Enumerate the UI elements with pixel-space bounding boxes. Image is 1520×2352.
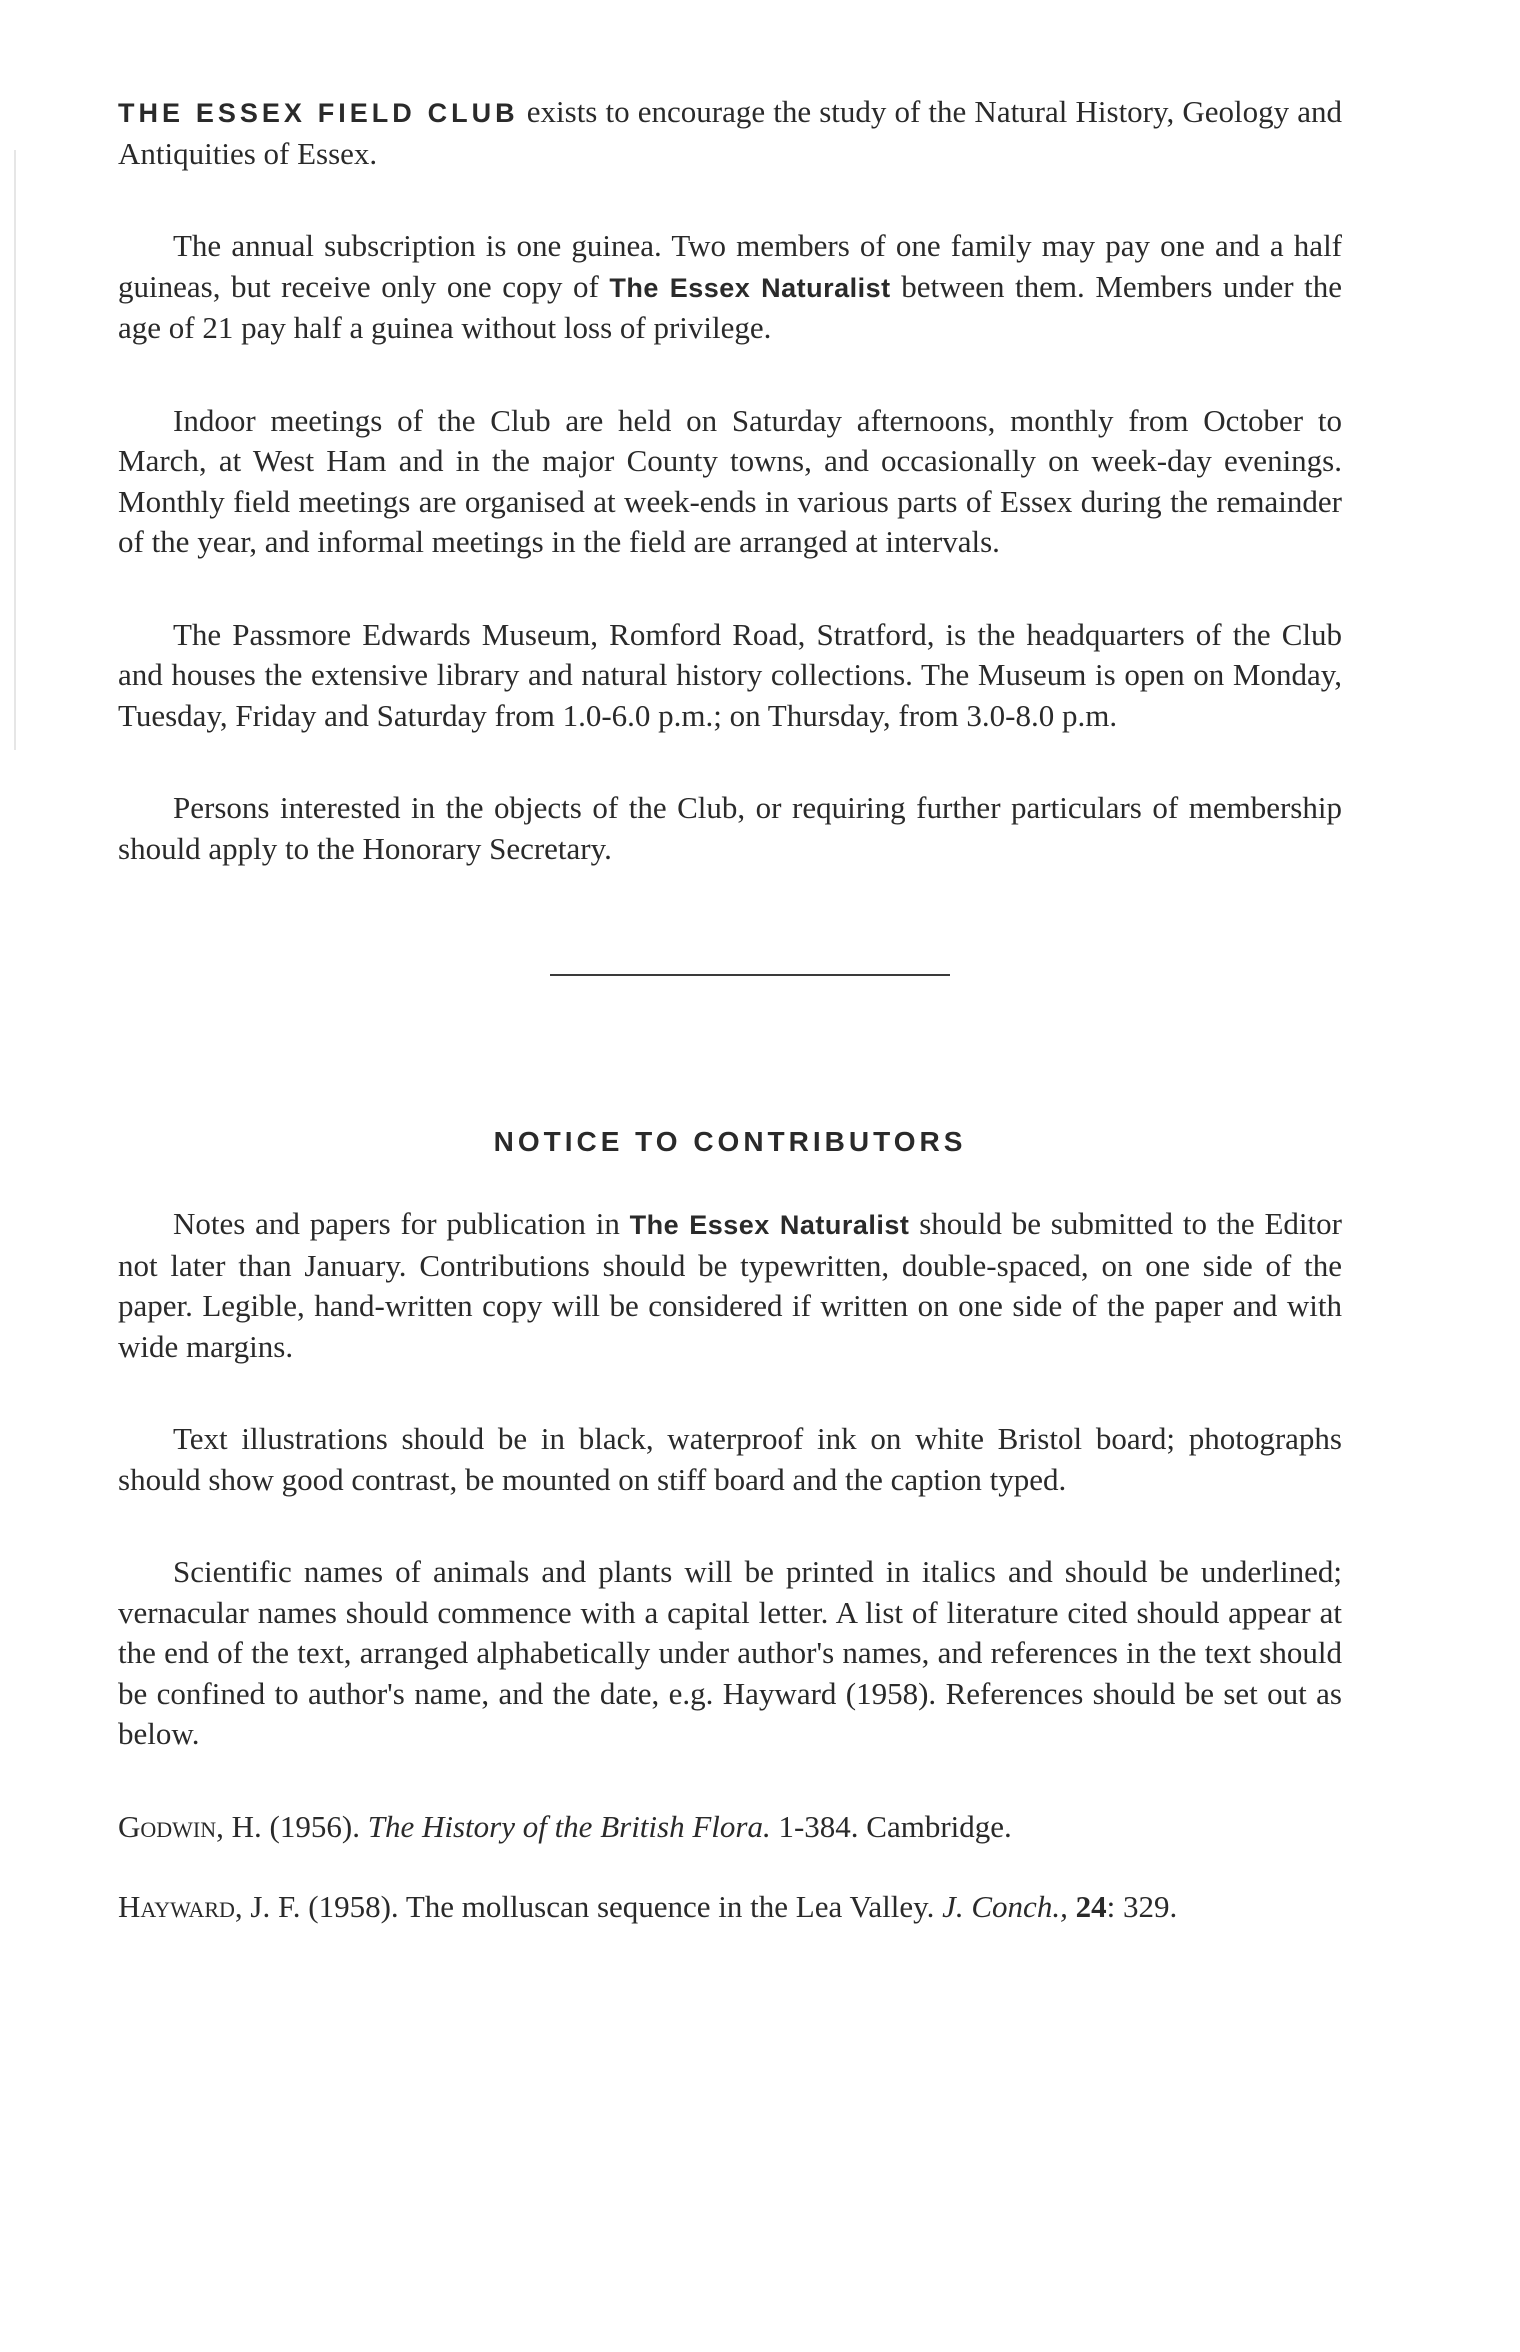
submission-text-b: should be submitted to the Editor not later than January. Contributions should be typewritten, double-spaced, on one side of the paper. Legible, hand-written copy will be considered if written on one side of the paper and with wide margins. <box>118 1206 1342 1364</box>
scientific-names-paragraph: Scientific names of animals and plants will be printed in italics and should be underlined; vernacular names should commence with a capital letter. A list of literature cited should appear at the end of the text, arranged alphabetically under author's names, and references in the text should be confined to author's name, and the date, e.g. Hayward (1958). References should be set out as below. <box>118 1554 1342 1751</box>
reference-page: : 329. <box>1106 1889 1178 1924</box>
reference-title: The molluscan sequence in the Lea Valley. <box>405 1889 935 1924</box>
submission-text-a: Notes and papers for publication in <box>173 1206 630 1241</box>
reference-pages: 1-384. <box>778 1808 859 1844</box>
club-name: THE ESSEX FIELD CLUB <box>118 98 519 128</box>
reference-place: Cambridge. <box>866 1808 1012 1844</box>
reference-author: Godwin <box>118 1808 217 1844</box>
notice-heading: NOTICE TO CONTRIBUTORS <box>493 1126 967 1157</box>
meetings-paragraph: Indoor meetings of the Club are held on Saturday afternoons, monthly from October to March, at West Ham and in the major County towns, and occasionally on week-day evenings. Monthly field meetings are organised at week-ends in various parts of Essex during the remainder of the year, and informal meetings in the field are arranged at intervals. <box>118 402 1342 559</box>
journal-title: The Essex Naturalist <box>609 272 891 303</box>
section-divider <box>550 974 950 976</box>
subscription-text-a: The annual subscription is one guinea. Two members of one family may pay one and a half guineas, but receive only one copy of <box>118 228 1342 304</box>
subscription-paragraph <box>118 226 1342 349</box>
reference-entry <box>118 1887 1342 1928</box>
reference-initials: , J. F. (1958). <box>234 1889 406 1924</box>
journal-title: The Essex Naturalist <box>629 1210 910 1240</box>
reference-initials: , H. (1956). <box>216 1808 368 1844</box>
reference-entry <box>118 1807 1342 1848</box>
subscription-text-b: between them. Members under the age of 21 pay half a guinea without loss of privilege. <box>118 268 1342 345</box>
membership-enquiry-paragraph: Persons interested in the objects of the Club, or requiring further particulars of membership should apply to the Honorary Secretary. <box>118 790 1342 866</box>
reference-journal: J. Conch., <box>942 1889 1068 1924</box>
reference-author: Hayward <box>118 1889 235 1924</box>
illustrations-paragraph: Text illustrations should be in black, waterproof ink on white Bristol board; photographs should show good contrast, be mounted on stiff board and the caption typed. <box>118 1421 1342 1497</box>
reference-title: The History of the British Flora. <box>367 1808 771 1844</box>
club-purpose-paragraph <box>118 92 1342 174</box>
club-purpose-text: exists to encourage the study of the Natural History, Geology and Antiquities of Essex. <box>118 94 1342 171</box>
museum-paragraph: The Passmore Edwards Museum, Romford Road, Stratford, is the headquarters of the Club and houses the extensive library and natural history collections. The Museum is open on Monday, Tuesday, Friday and Saturday from 1.0-6.0 p.m.; on Thursday, from 3.0-8.0 p.m. <box>118 616 1342 733</box>
reference-volume: 24 <box>1075 1889 1107 1924</box>
submission-paragraph <box>118 1204 1342 1367</box>
page-edge-shadow <box>14 150 16 750</box>
